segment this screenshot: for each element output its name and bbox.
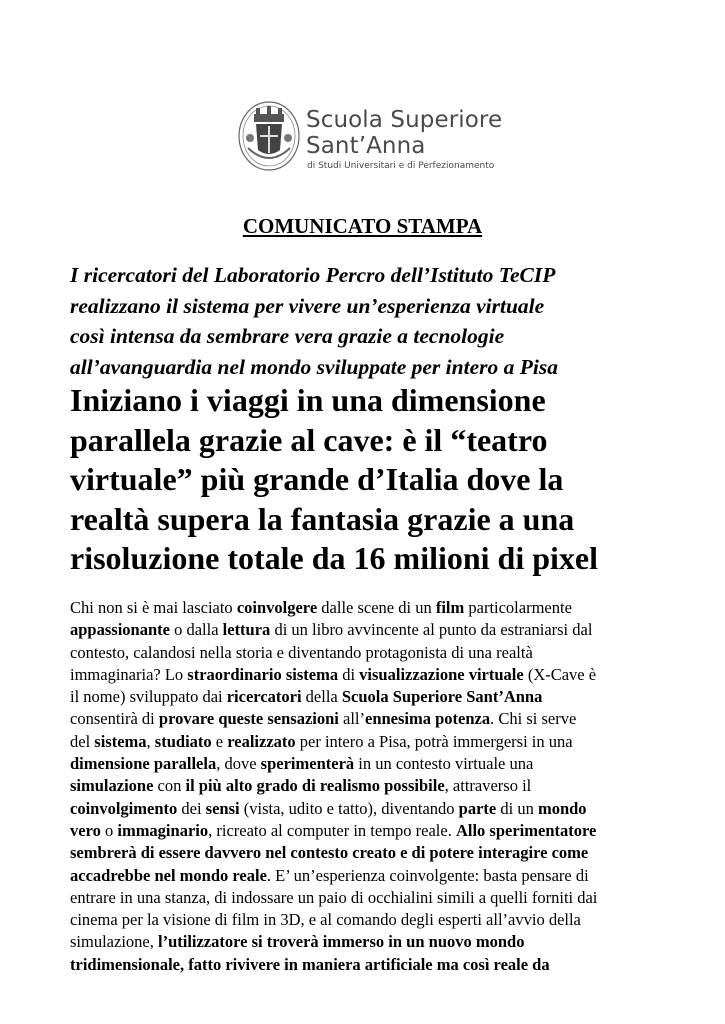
body-line: [70, 775, 715, 797]
headline-line: parallela grazie al cave: è il “teatro: [70, 421, 548, 458]
body-bold-run: realizzato: [227, 731, 296, 751]
headline-line: risoluzione totale da 16 milioni di pixel: [70, 540, 599, 576]
body-text-run: particolarmente: [464, 598, 572, 617]
body-line: [70, 731, 715, 753]
body-bold-run: Scuola Superiore Sant’Anna: [341, 687, 543, 707]
logo-subtitle: di Studi Universitari e di Perfezionamento: [307, 161, 495, 171]
body-text-run: immaginaria? Lo: [70, 664, 188, 684]
body-bold-run: immaginario: [117, 820, 209, 840]
body-line: [70, 753, 715, 775]
body-line: [70, 619, 715, 641]
body-line: [70, 909, 715, 931]
body-text-run: dei: [177, 798, 206, 818]
body-text-run: (X-Cave è: [523, 664, 597, 684]
body-text-run: o: [100, 820, 118, 840]
body-bold-run: mondo: [537, 798, 587, 818]
body-text-run: della: [301, 687, 342, 707]
body-bold-run: vero: [70, 820, 101, 840]
body-text-run: (vista, udito e tatto), diventando: [239, 798, 459, 818]
body-text-run: entrare in una stanza, di indossare un paio di occhialini simili a quelli forniti dai: [70, 887, 598, 907]
body-text-run: Chi non si è mai lasciato: [70, 598, 237, 617]
logo-name-line2: Sant’Anna: [306, 133, 426, 159]
body-text-run: consentirà di: [70, 709, 159, 729]
body-bold-run: sistema: [94, 731, 147, 751]
body-bold-run: studiato: [154, 731, 212, 751]
body-text-run: per intero a Pisa, potrà immergersi in una: [295, 731, 573, 751]
article-subtitle: [70, 260, 710, 382]
body-line: [70, 820, 715, 842]
article-headline: [70, 381, 710, 579]
body-bold-run: parte: [458, 798, 497, 818]
body-line: [70, 865, 715, 887]
body-line: [70, 642, 715, 664]
body-line: [70, 887, 715, 909]
body-bold-run: provare queste sensazioni: [158, 709, 339, 729]
headline-line: virtuale” più grande d’Italia dove la: [70, 461, 564, 497]
body-line: [70, 664, 715, 686]
body-text-run: e: [211, 731, 228, 751]
body-bold-run: simulazione: [70, 776, 154, 796]
body-text-run: di un: [496, 798, 538, 818]
headline-line: realtà supera la fantasia grazie a una: [70, 500, 575, 537]
body-bold-run: coinvolgimento: [70, 798, 178, 818]
body-text-run: . Chi si serve: [490, 709, 577, 729]
body-bold-run: l’utilizzatore si troverà immerso in un nuovo mondo: [157, 932, 525, 952]
body-text-run: all’: [338, 709, 365, 729]
body-text-run: il nome) sviluppato dai: [70, 687, 227, 707]
body-bold-run: appassionante: [70, 620, 170, 640]
body-text-run: con: [153, 776, 186, 796]
body-line: [70, 798, 715, 820]
body-text-run: di: [338, 664, 360, 684]
body-text-run: contesto, calandosi nella storia e diventando protagonista di una realtà: [70, 642, 533, 662]
university-logo: [236, 98, 516, 180]
subtitle-line: realizzano il sistema per vivere un’esperienza virtuale: [70, 293, 545, 318]
body-bold-run: accadrebbe nel mondo reale: [70, 865, 267, 885]
body-line: [70, 708, 715, 730]
body-text-run: o dalla: [169, 620, 223, 640]
subtitle-line: all’avanguardia nel mondo sviluppate per intero a Pisa: [70, 354, 558, 379]
body-text-run: . E’ un’esperienza coinvolgente: basta pensare di: [266, 865, 589, 885]
body-bold-run: il più alto grado di realismo possibile: [185, 776, 445, 796]
body-line: [70, 931, 715, 953]
body-bold-run: tridimensionale, fatto rivivere in maniera artificiale ma così reale da: [70, 954, 550, 974]
subtitle-line: così intensa da sembrare vera grazie a tecnologie: [70, 324, 505, 348]
body-text-run: di un libro avvincente al punto da estraniarsi dal: [270, 620, 593, 640]
body-bold-run: dimensione parallela: [70, 754, 217, 774]
logo-name-line1: Scuola Superiore: [306, 107, 503, 133]
body-bold-run: Allo sperimentatore: [455, 820, 597, 840]
body-bold-run: ennesima potenza: [365, 709, 491, 729]
press-release-title: COMUNICATO STAMPA: [242, 214, 483, 238]
body-text-run: cinema per la visione di film in 3D, e al comando degli esperti all’avvio della: [70, 910, 581, 930]
body-text-run: ,: [146, 731, 155, 751]
body-bold-run: visualizzazione virtuale: [359, 664, 524, 684]
headline-line: Iniziano i viaggi in una dimensione: [70, 382, 546, 418]
body-text-run: , dove: [216, 754, 261, 774]
crest-icon: [236, 98, 302, 172]
body-text-run: simulazione,: [70, 932, 158, 952]
body-text-run: , attraverso il: [444, 776, 532, 796]
body-bold-run: sperimenterà: [260, 754, 355, 774]
body-bold-run: sembrerà di essere davvero nel contesto creato e di potere interagire come: [70, 843, 589, 863]
article-body: [70, 597, 715, 976]
body-line: [70, 954, 715, 976]
subtitle-line: I ricercatori del Laboratorio Percro dell’Istituto TeCIP: [70, 263, 556, 287]
body-bold-run: sensi: [205, 798, 240, 818]
body-line: [70, 842, 715, 864]
body-line: [70, 597, 715, 619]
body-text-run: , ricreato al computer in tempo reale.: [208, 820, 456, 840]
body-bold-run: ricercatori: [226, 687, 302, 707]
body-text-run: dalle scene di un: [317, 598, 436, 617]
body-bold-run: lettura: [222, 620, 271, 640]
body-bold-run: coinvolgere: [236, 598, 318, 617]
body-text-run: in un contesto virtuale una: [354, 754, 534, 774]
body-text-run: del: [70, 731, 95, 751]
body-bold-run: film: [435, 598, 465, 617]
body-line: [70, 686, 715, 708]
body-bold-run: straordinario sistema: [187, 664, 339, 684]
